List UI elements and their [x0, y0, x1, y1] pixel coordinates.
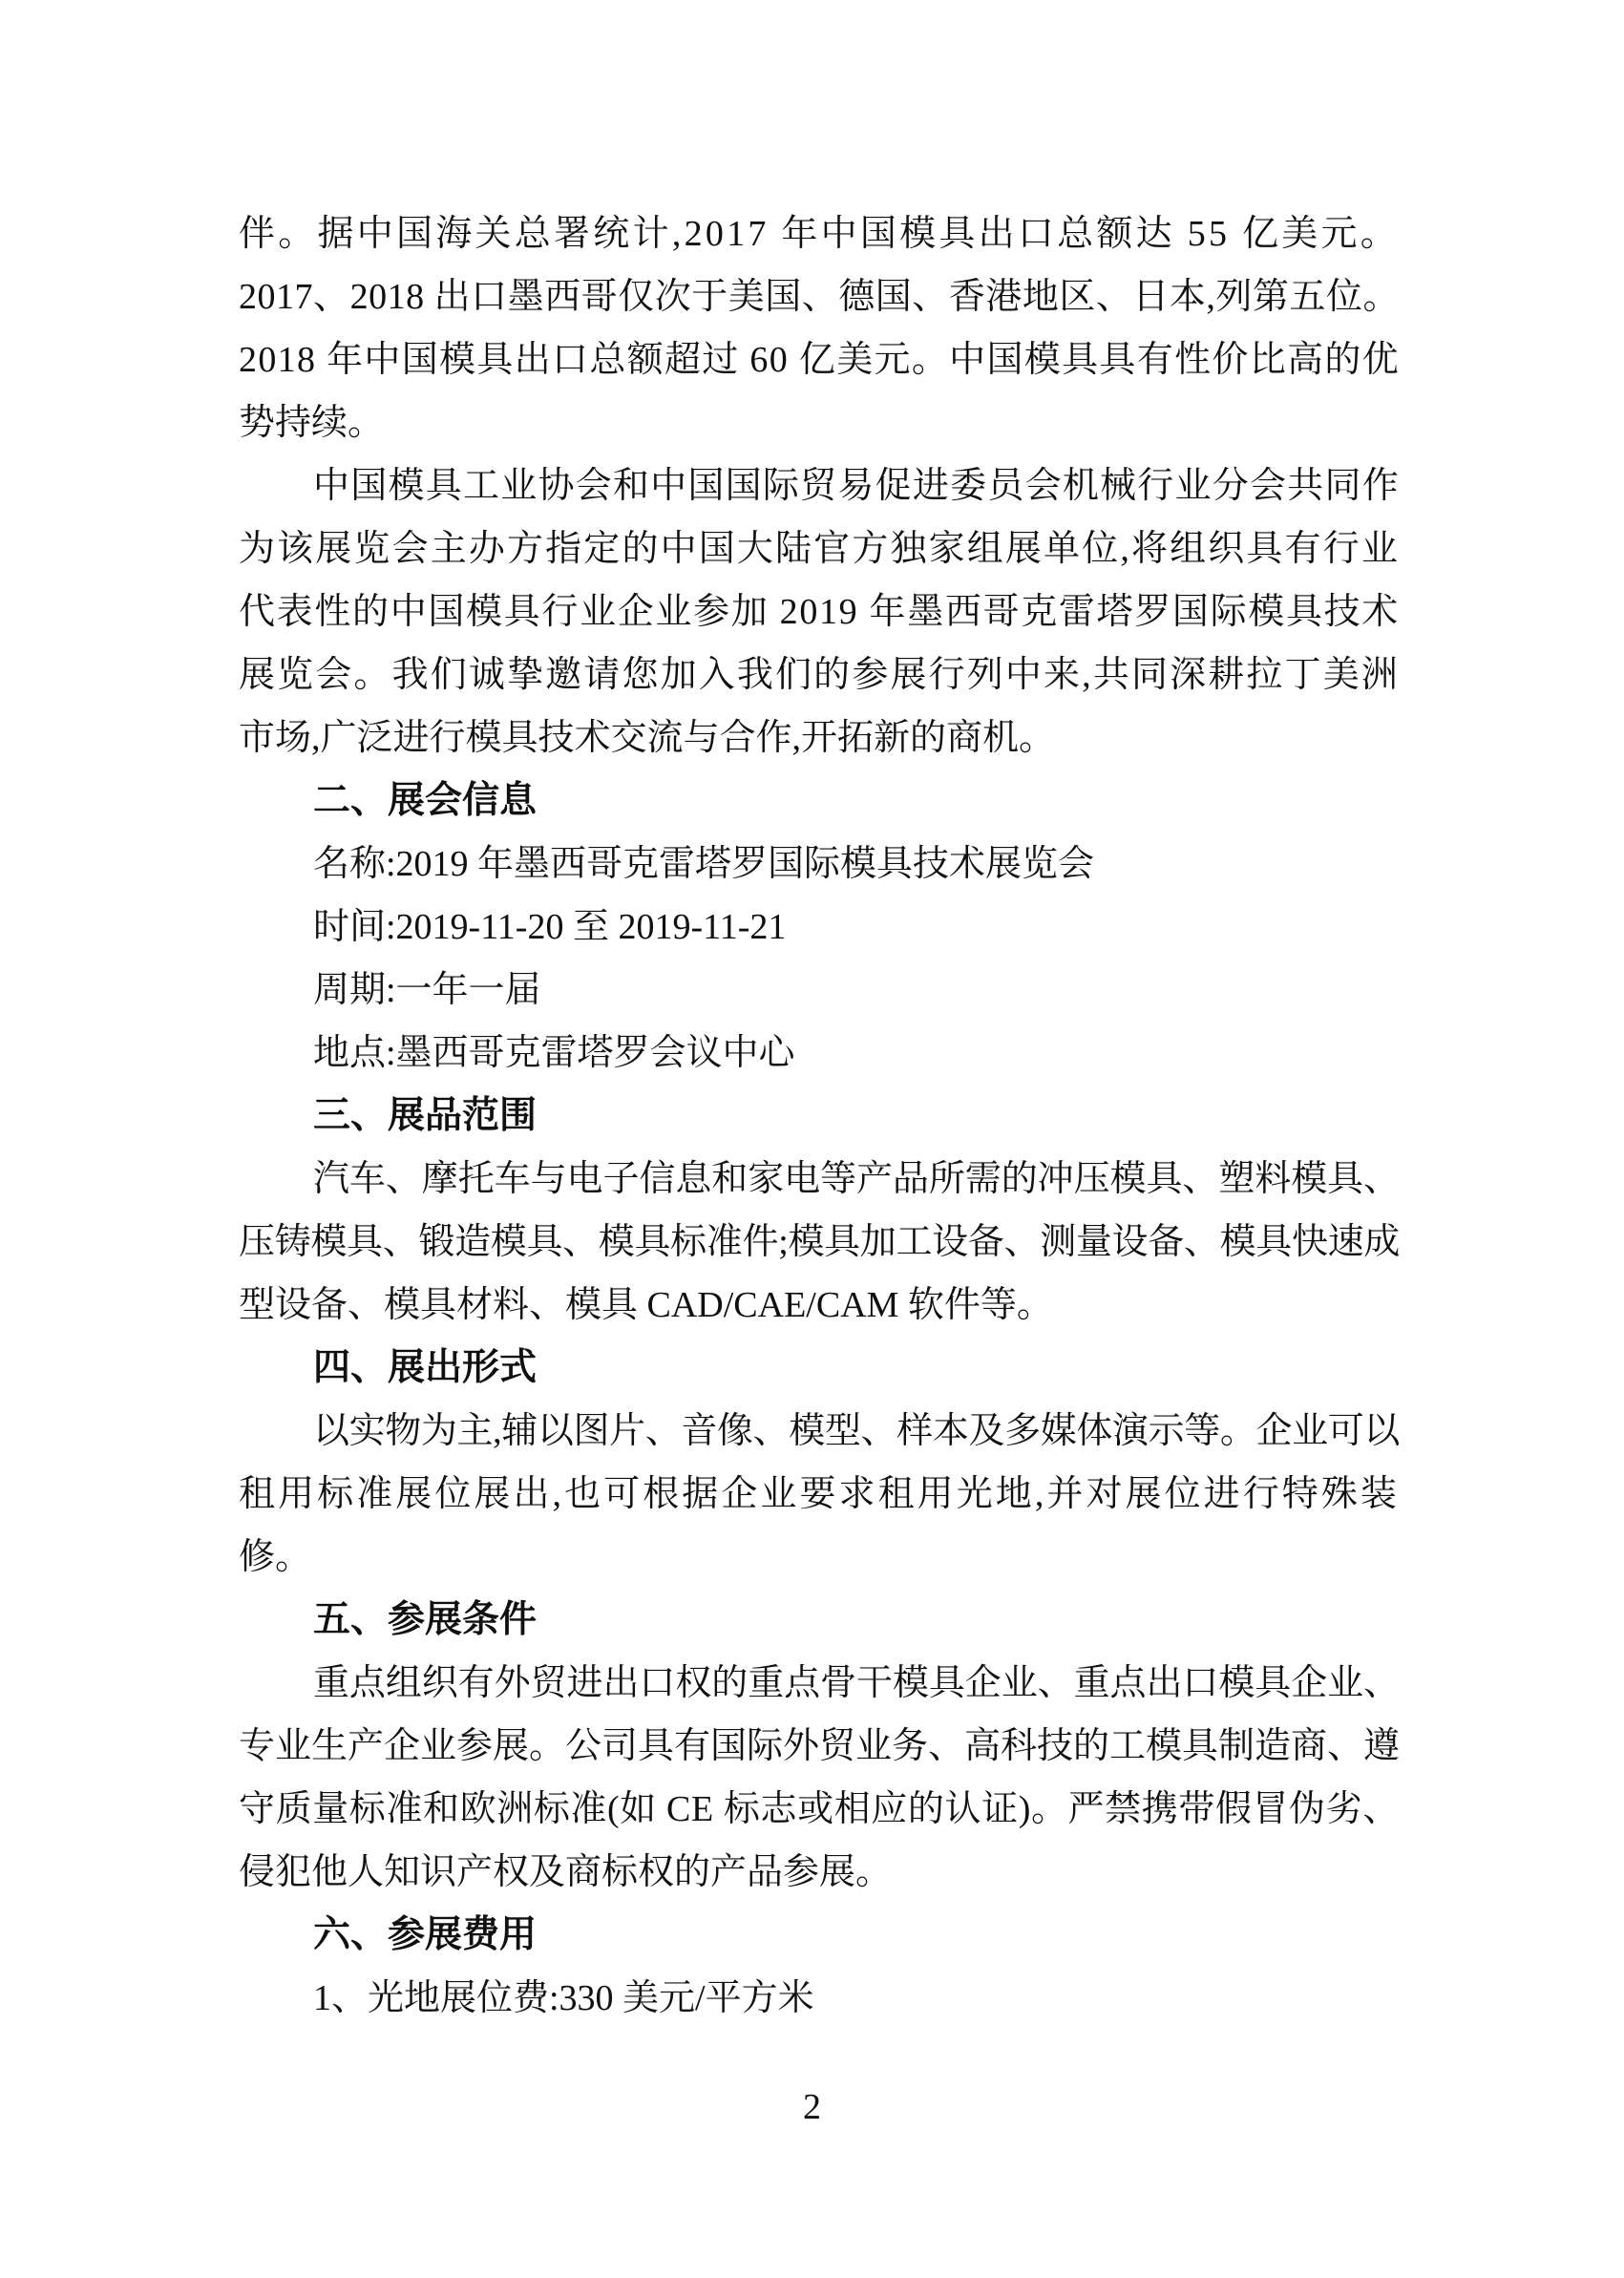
text-line: [239, 1715, 1400, 1778]
text-line: [239, 202, 1400, 265]
text-line: [239, 1022, 1400, 1085]
section-heading: [239, 770, 1400, 833]
text-line: [239, 580, 1400, 643]
text-line: [239, 1841, 1400, 1904]
text-line: [239, 391, 1400, 454]
line-text: 专业生产企业参展。公司具有国际外贸业务、高科技的工模具制造商、遵: [239, 1726, 1400, 1766]
line-text: 二、展会信息: [313, 780, 538, 821]
line-text: 地点:墨西哥克雷塔罗会议中心: [313, 1033, 795, 1073]
text-line: [239, 1400, 1400, 1463]
text-line: [239, 1148, 1400, 1211]
text-line: [239, 1526, 1400, 1589]
line-text: 时间:2019-11-20 至 2019-11-21: [313, 907, 787, 947]
line-text: 型设备、模具材料、模具 CAD/CAE/CAM 软件等。: [239, 1285, 1053, 1325]
line-text: 中国模具工业协会和中国国际贸易促进委员会机械行业分会共同作: [313, 466, 1400, 506]
line-text: 2018 年中国模具出口总额超过 60 亿美元。中国模具具有性价比高的优: [239, 340, 1400, 380]
text-line: [239, 896, 1400, 959]
text-line: [239, 959, 1400, 1022]
text-line: [239, 454, 1400, 517]
line-text: 守质量标准和欧洲标准(如 CE 标志或相应的认证)。严禁携带假冒伪劣、: [239, 1789, 1400, 1829]
text-line: [239, 265, 1400, 328]
text-line: [239, 1463, 1400, 1526]
line-text: 五、参展条件: [313, 1599, 538, 1640]
text-line: [239, 707, 1400, 770]
line-text: 三、展品范围: [313, 1095, 538, 1136]
text-line: [239, 1967, 1400, 2030]
line-text: 伴。据中国海关总署统计,2017 年中国模具出口总额达 55 亿美元。: [239, 214, 1400, 254]
text-line: [239, 517, 1400, 580]
text-line: [239, 328, 1400, 391]
line-text: 压铸模具、锻造模具、模具标准件;模具加工设备、测量设备、模具快速成: [239, 1222, 1400, 1262]
text-content: [239, 202, 1400, 2030]
line-text: 势持续。: [239, 403, 385, 443]
line-text: 以实物为主,辅以图片、音像、模型、样本及多媒体演示等。企业可以: [313, 1411, 1400, 1451]
page-number: 2: [803, 2087, 821, 2127]
section-heading: [239, 1085, 1400, 1148]
line-text: 修。: [239, 1537, 312, 1577]
text-line: [239, 1211, 1400, 1274]
text-line: [239, 1274, 1400, 1337]
line-text: 代表性的中国模具行业企业参加 2019 年墨西哥克雷塔罗国际模具技术: [239, 592, 1400, 632]
line-text: 市场,广泛进行模具技术交流与合作,开拓新的商机。: [239, 718, 1056, 758]
section-heading: [239, 1589, 1400, 1652]
line-text: 2017、2018 出口墨西哥仅次于美国、德国、香港地区、日本,列第五位。: [239, 277, 1400, 317]
line-text: 侵犯他人知识产权及商标权的产品参展。: [239, 1852, 893, 1892]
text-line: [239, 643, 1400, 707]
line-text: 重点组织有外贸进出口权的重点骨干模具企业、重点出口模具企业、: [313, 1663, 1400, 1703]
text-line: [239, 1652, 1400, 1715]
line-text: 租用标准展位展出,也可根据企业要求租用光地,并对展位进行特殊装: [239, 1474, 1400, 1514]
section-heading: [239, 1337, 1400, 1400]
line-text: 名称:2019 年墨西哥克雷塔罗国际模具技术展览会: [313, 844, 1095, 884]
text-line: [239, 1778, 1400, 1841]
line-text: 周期:一年一届: [313, 970, 541, 1010]
line-text: 汽车、摩托车与电子信息和家电等产品所需的冲压模具、塑料模具、: [313, 1159, 1400, 1199]
line-text: 展览会。我们诚挚邀请您加入我们的参展行列中来,共同深耕拉丁美洲: [239, 655, 1400, 695]
section-heading: [239, 1904, 1400, 1967]
text-line: [239, 833, 1400, 896]
line-text: 四、展出形式: [313, 1347, 538, 1388]
line-text: 为该展览会主办方指定的中国大陆官方独家组展单位,将组织具有行业: [239, 529, 1400, 569]
line-text: 六、参展费用: [313, 1914, 538, 1955]
line-text: 1、光地展位费:330 美元/平方米: [313, 1978, 814, 2018]
